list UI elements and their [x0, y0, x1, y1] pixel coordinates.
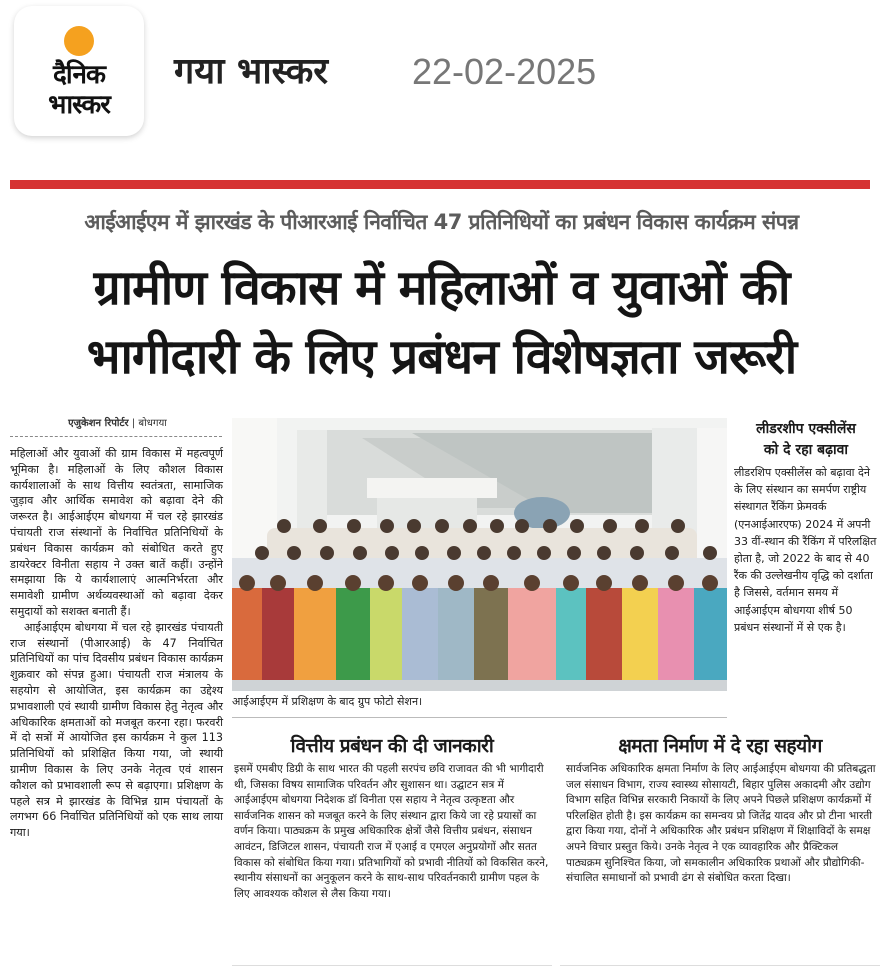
headline-line-2: भागीदारी के लिए प्रबंधन विशेषज्ञता जरूरी [86, 329, 797, 385]
sidebar-heading [732, 419, 880, 461]
byline-location: बोधगया [138, 418, 167, 429]
sidebar-body: लीडरशिप एक्सीलेंस को बढ़ावा देने के लिए संस्थान का समर्पण राष्ट्रीय संस्थागत रैंकिंग फ्रेमवर्क (एनआईआरएफ) 2024 में अपनी 33 वीं-स्थान की रैंकिंग में परिलक्षित होता है, जो 2022 के बाद से 40 रैंक की उल्लेखनीय वृद्धि को दर्शाता है जिससे, वर्तमान समय में आईआईएम बोधगया शीर्ष 50 प्रबंधन संस्थानों में से एक है। [734, 466, 877, 634]
photo-caption: आईआईएम में प्रशिक्षण के बाद ग्रुप फोटो सेशन। [232, 695, 423, 708]
group-photo-illustration [232, 418, 727, 691]
finance-bottom-divider [232, 965, 552, 966]
capacity-section-heading: क्षमता निर्माण में दे रहा सहयोग [618, 735, 822, 757]
logo-text-line2: भास्कर [48, 90, 110, 120]
byline [10, 416, 225, 432]
article-kicker: आईआईएम में झारखंड के पीआरआई निर्वाचित 47 प्रतिनिधियों का प्रबंधन विकास कार्यक्रम संपन्न [84, 210, 799, 234]
logo-text-line1: दैनिक [53, 60, 105, 90]
article-left-column [10, 446, 223, 841]
group-photo [232, 418, 727, 691]
finance-section-body: इसमें एमबीए डिग्री के साथ भारत की पहली सरपंच छवि राजावत की भी भागीदारी थी, जिसका विषय सामाजिक परिवर्तन और सुशासन था। उद्घाटन सत्र में आईआईएम बोधगया निदेशक डॉ विनीता एस सहाय ने नेतृत्व उत्कृष्टता और सार्वजनिक शासन को मजबूत करने के लिए संस्थान द्वारा किये जा रहे प्रयासों का वर्णन किया। पाठ्यक्रम के प्रमुख अधिकारिक क्षेत्रों जैसे वित्तीय प्रबंधन, संसाधन आवंटन, डिजिटल शासन, पंचायती राज में एआई व एमएल अनुप्रयोगों और सतत विकास को संबोधित किया गया। प्रतिभागियों को प्रभावी नीतियों को विकसित करने, स्थानीय संसाधनों का अनुकूलन करने के साथ-साथ परिवर्तनकारी ग्रामीण पहल के लिए आवश्यक कौशल से लैस किया गया। [234, 763, 549, 900]
edition-name: गया भास्कर [174, 51, 329, 92]
capacity-bottom-divider [560, 965, 880, 966]
byline-separator: | [128, 418, 139, 429]
left-paragraph-1: महिलाओं और युवाओं की ग्राम विकास में महत्वपूर्ण भूमिका है। महिलाओं के लिए कौशल विकास कार्यशालाओं के साथ वित्तीय स्वतंत्रता, सामाजिक जुड़ाव और आर्थिक समावेश को बढ़ावा देने की जरूरत है। आईआईएम बोधगया में चल रहे झारखंड पंचायती राज संस्थानों के निर्वाचित प्रतिनिधियों के प्रबंधन विकास कार्यक्रम को संबोधित करते हुए डायरेक्टर विनीता सहाय ने उक्त बातें कहीं। उन्होंने समझाया कि ये कार्यशालाएं आत्मनिर्भरता और समावेशी ग्रामीण अर्थव्यवस्थाओं को बढ़ावा देकर समुदायों को सशक्त बनाती हैं। [10, 447, 223, 618]
edition-date: 22-02-2025 [412, 51, 597, 92]
capacity-section-body: सार्वजनिक अधिकारिक क्षमता निर्माण के लिए आईआईएम बोधगया की प्रतिबद्धता जल संसाधन विभाग, राज्य स्वास्थ्य सोसायटी, बिहार पुलिस अकादमी और उद्योग विभाग सहित विभिन्न सरकारी निकायों के लिए अपने पिछले प्रशिक्षण कार्यक्रमों में परिलक्षित होती है। इस कार्यक्रम का समन्वय प्रो जितेंद्र यादव और प्रो टीना भारती द्वारा किया गया, दोनों ने अधिकारिक और प्रबंधन प्रशिक्षण में शिक्षाविदों के समक्ष अपने विचार प्रस्तुत किये। उनके नेतृत्व ने एक व्यावहारिक और प्रैक्टिकल पाठ्यक्रम सुनिश्चित किया, जो समकालीन अधिकारिक प्रथाओं और प्रौद्योगिकी-संचालित समाधानों को प्रभावी ढंग से संबोधित करता दिखा। [566, 763, 876, 885]
headline-line-1: ग्रामीण विकास में महिलाओं व युवाओं की [93, 260, 790, 316]
byline-reporter: एजुकेशन रिपोर्टर [68, 418, 129, 429]
caption-divider [232, 717, 727, 718]
left-paragraph-2: आईआईएम बोधगया में चल रहे झारखंड पंचायती राज संस्थानों (पीआरआई) के 47 निर्वाचित प्रतिनिधियों का पांच दिवसीय प्रबंधन विकास कार्यक्रम शुक्रवार को संपन्न हुआ। पंचायती राज मंत्रालय के सहयोग से आयोजित, इस कार्यक्रम का उद्देश्य प्रभावशाली एवं स्थायी ग्रामीण विकास हेतु नेतृत्व और अधिकारिक क्षमताओं को मजबूत करना रहा। फरवरी में दो सत्रों में आयोजित इस कार्यक्रम ने कुल 113 प्रतिनिधियों को प्रशिक्षित किया गया, जो स्थायी ग्रामीण विकास के लिए उनके नेतृत्व एवं शासन कौशल को प्रभावशाली रूप से बढ़ाएगा। प्रशिक्षण के पहले सत्र मे झारखंड के विभिन्न ग्राम पंचायतों के लगभग 66 निर्वाचित प्रतिनिधियों को एक साथ लाया गया। [10, 620, 223, 840]
accent-divider [10, 180, 870, 189]
dainik-bhaskar-logo [14, 6, 144, 136]
sun-icon [64, 26, 94, 56]
sidebar-heading-line-1: लीडरशीप एक्सीलेंस [756, 421, 856, 437]
sidebar-heading-line-2: को दे रहा बढ़ावा [763, 442, 849, 458]
byline-divider [10, 436, 222, 437]
finance-section-heading: वित्तीय प्रबंधन की दी जानकारी [290, 735, 494, 757]
